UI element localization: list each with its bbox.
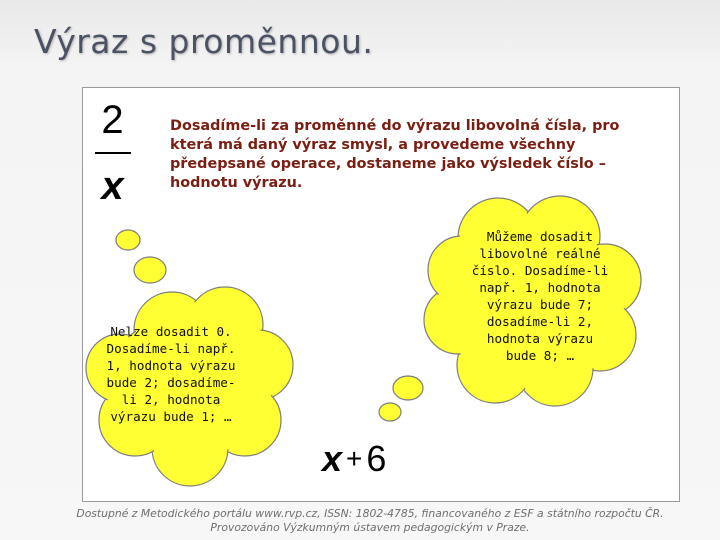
- right-cloud-text: Můžeme dosadit libovolné reálné číslo. Dosadíme-li např. 1, hodnota výrazu bude 7; dosadíme-li 2, hodnota výrazu bude 8; …: [471, 229, 609, 363]
- footer-attribution: [60, 507, 680, 535]
- expression-constant: 6: [366, 438, 387, 479]
- expression-operator: +: [346, 443, 363, 474]
- fraction-numerator: 2: [101, 98, 124, 142]
- slide-title: Výraz s proměnnou.: [34, 22, 374, 61]
- footer-line-2: Provozováno Výzkumným ústavem pedagogickým v Praze.: [210, 521, 530, 534]
- right-cloud-tail-bubble: [379, 403, 401, 421]
- right-cloud-tail-bubble: [393, 376, 423, 400]
- footer-line-1: Dostupné z Metodického portálu www.rvp.cz, ISSN: 1802-4785, financovaného z ESF a státního rozpočtu ČR.: [76, 507, 664, 520]
- expression-variable: x: [322, 438, 343, 479]
- linear-expression: [322, 438, 386, 480]
- fraction-denominator: x: [101, 164, 124, 208]
- left-cloud-text: Nelze dosadit 0. Dosadíme-li např. 1, hodnota výrazu bude 2; dosadíme-li 2, hodnota výrazu bude 1; …: [106, 324, 236, 424]
- left-cloud-tail-bubble: [134, 257, 166, 283]
- left-cloud-tail-bubble: [116, 230, 140, 250]
- intro-paragraph: Dosadíme-li za proměnné do výrazu libovolná čísla, pro která má daný výraz smysl, a provedeme všechny předepsané operace, dostaneme jako výsledek číslo – hodnotu výrazu.: [170, 118, 620, 191]
